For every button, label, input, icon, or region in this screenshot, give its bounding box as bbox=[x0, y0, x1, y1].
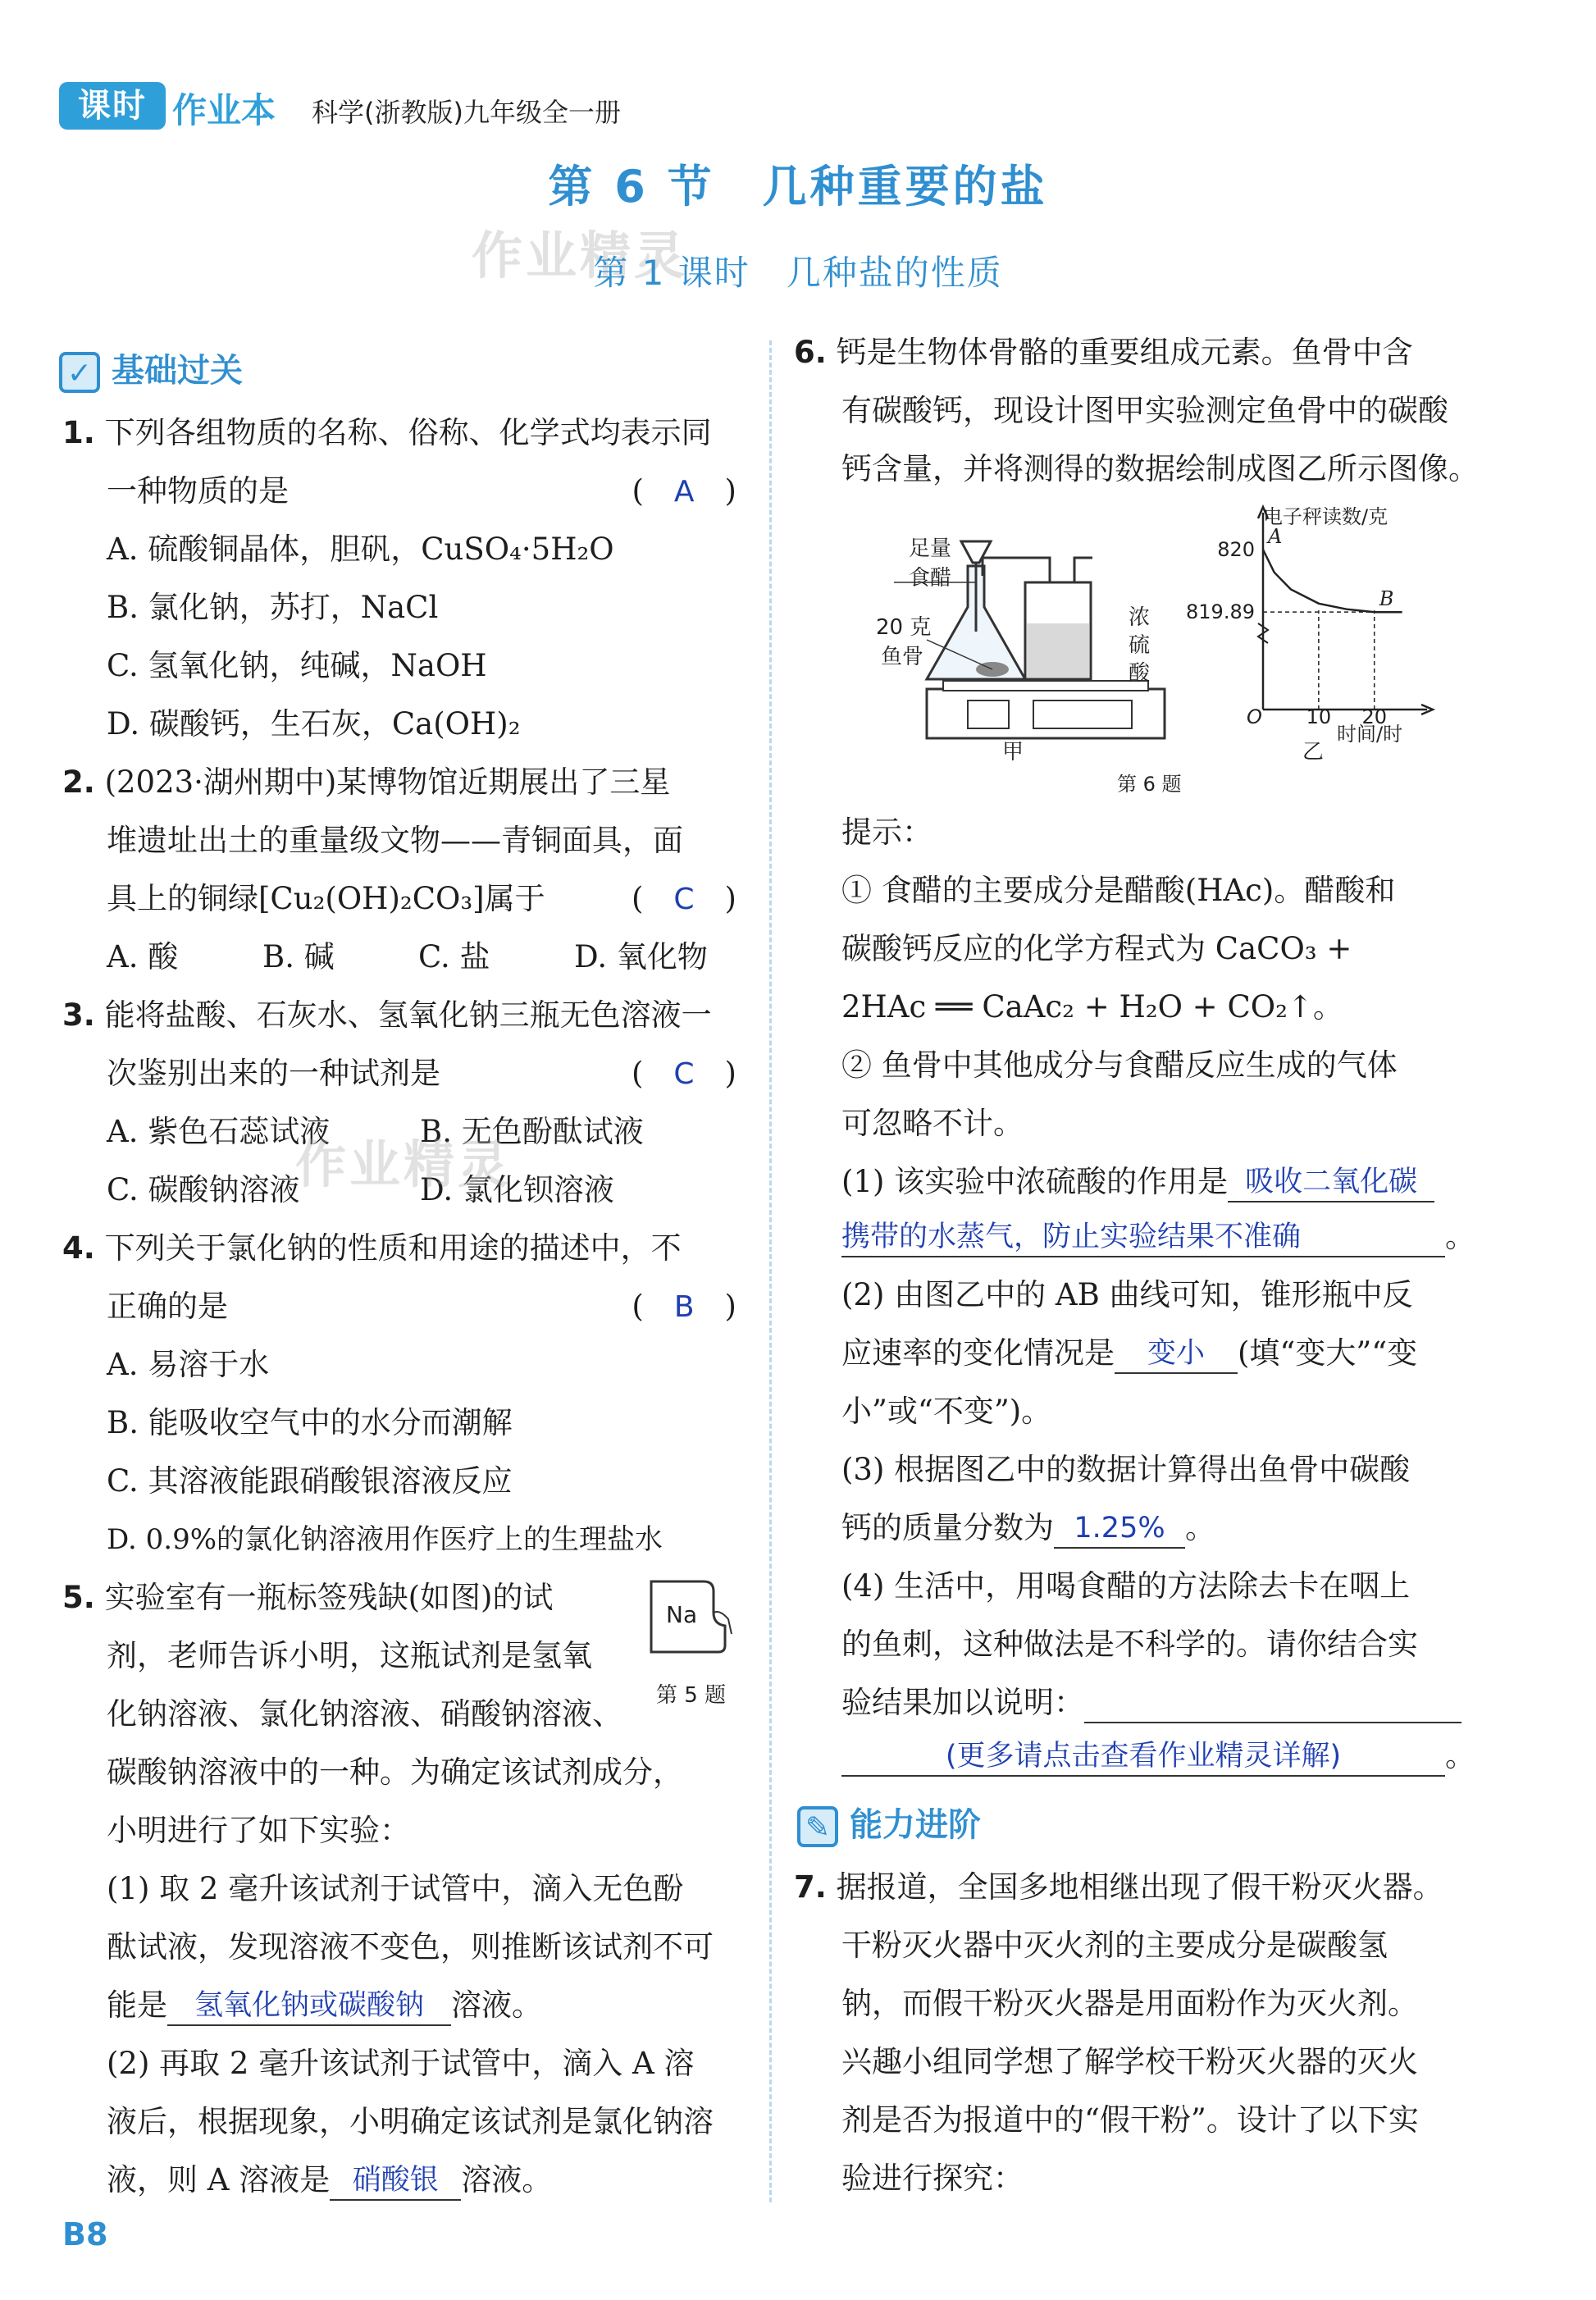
q6-sub2-post: (填“变大”“变 bbox=[1238, 1335, 1418, 1371]
q7-number: 7. bbox=[794, 1869, 827, 1905]
q5-answer-1: 氢氧化钠或碳酸钠 bbox=[167, 1987, 451, 2026]
fig-acid-2: 硫 bbox=[1129, 633, 1151, 658]
fig-label-yi: 乙 bbox=[1302, 740, 1325, 764]
brand-suffix: 作业本 bbox=[172, 90, 276, 130]
q4-option-d: D. 0.9%的氯化钠溶液用作医疗上的生理盐水 bbox=[107, 1523, 663, 1556]
scale-pan bbox=[943, 681, 1148, 691]
q3-stem2 bbox=[107, 1053, 736, 1094]
column-divider bbox=[769, 340, 772, 2202]
q6-sub1-end: 。 bbox=[1445, 1219, 1475, 1254]
q6-sub4-line4 bbox=[841, 1736, 1475, 1777]
pencil-icon: ✎ bbox=[797, 1806, 838, 1847]
chart-xtick-label: 10 bbox=[1306, 705, 1332, 728]
outlet-tube bbox=[1074, 558, 1092, 582]
q5-part1-post: 溶液。 bbox=[451, 1987, 542, 2023]
chart-xlabel: 时间/时 bbox=[1337, 723, 1403, 746]
q6-sub4-end: 。 bbox=[1445, 1738, 1475, 1773]
q5-label-figure bbox=[646, 1577, 738, 1657]
q4-answer-bracket: ( B ) bbox=[632, 1289, 736, 1324]
q3-number: 3. bbox=[62, 997, 95, 1033]
q7-text-line5: 剂是否为报道中的“假干粉”。设计了以下实 bbox=[841, 2102, 1419, 2138]
q6-hint-title: 提示： bbox=[841, 815, 933, 850]
q2-stem3 bbox=[107, 878, 736, 920]
q1-answer: A bbox=[673, 475, 695, 509]
q5-text-line2: 剂，老师告诉小明，这瓶试剂是氢氧 bbox=[107, 1638, 592, 1673]
q3-option-b: B. 无色酚酞试液 bbox=[420, 1114, 644, 1149]
q6-sub1-line2 bbox=[841, 1216, 1475, 1257]
q6-chart bbox=[1173, 500, 1443, 771]
q4-option-b: B. 能吸收空气中的水分而潮解 bbox=[107, 1405, 513, 1440]
chart-ytick-label: 820 bbox=[1217, 538, 1255, 561]
chart-ytick-label: 819.89 bbox=[1186, 600, 1255, 624]
q2-stem bbox=[62, 762, 670, 803]
q7-text-line4: 兴趣小组同学想了解学校干粉灭火器的灭火 bbox=[841, 2044, 1418, 2079]
q3-option-c: C. 碳酸钠溶液 bbox=[107, 1172, 300, 1207]
axis-break-icon bbox=[1258, 623, 1268, 643]
fig-vinegar-2: 食醋 bbox=[909, 566, 952, 591]
q1-answer-bracket: ( A ) bbox=[632, 473, 736, 509]
q2-option-a: A. 酸 bbox=[107, 939, 179, 974]
q1-stem bbox=[62, 413, 712, 454]
q6-text-line1: 钙是生物体骨骼的重要组成元素。鱼骨中含 bbox=[836, 335, 1413, 370]
q5-part2-post: 溶液。 bbox=[461, 2162, 553, 2197]
q6-answer-1b: 携带的水蒸气，防止实验结果不准确 bbox=[841, 1218, 1445, 1257]
q6-hint2-line2: 可忽略不计。 bbox=[841, 1106, 1024, 1141]
separatory-funnel bbox=[961, 541, 991, 563]
watermark-2: 作业精灵 bbox=[295, 1134, 513, 1194]
q1-stem2 bbox=[107, 471, 736, 512]
section-basic bbox=[59, 345, 243, 393]
page-number: B8 bbox=[62, 2216, 108, 2252]
q6-hint1-line1: ① 食醋的主要成分是醋酸(HAc)。醋酸和 bbox=[841, 873, 1396, 908]
chart-ylabel: 电子秤读数/克 bbox=[1263, 505, 1389, 528]
q3-stem bbox=[62, 995, 712, 1036]
q4-stem bbox=[62, 1228, 682, 1269]
sulfuric-acid-liquid bbox=[1027, 623, 1089, 678]
fig-bone-2: 鱼骨 bbox=[881, 645, 924, 669]
chart-xtick-label: 20 bbox=[1361, 705, 1387, 728]
q5-part1-line2: 酞试液，发现溶液不变色，则推断该试剂不可 bbox=[107, 1929, 714, 1965]
q4-option-c: C. 其溶液能跟硝酸银溶液反应 bbox=[107, 1463, 513, 1499]
q4-stem2 bbox=[107, 1286, 736, 1327]
brand-logo: 课时 bbox=[59, 82, 166, 130]
q6-text-line2: 有碳酸钙，现设计图甲实验测定鱼骨中的碳酸 bbox=[841, 393, 1448, 428]
q1-option-c: C. 氢氧化钠，纯碱，NaOH bbox=[107, 648, 487, 683]
q6-sub1-line1 bbox=[841, 1161, 1434, 1202]
q6-caption: 第 6 题 bbox=[1117, 773, 1182, 796]
q2-stem-line2: 堆遗址出土的重量级文物——青铜面具，面 bbox=[107, 823, 683, 858]
q3-option-a: A. 紫色石蕊试液 bbox=[107, 1114, 331, 1149]
watermark: 作业精灵 bbox=[472, 226, 689, 285]
chart-origin: O bbox=[1247, 705, 1262, 728]
q2-option-c: C. 盐 bbox=[418, 939, 490, 974]
section-advanced bbox=[797, 1799, 981, 1847]
q5-part1-line1: (1) 取 2 毫升该试剂于试管中，滴入无色酚 bbox=[107, 1871, 684, 1906]
section-advanced-label: 能力进阶 bbox=[850, 1806, 981, 1844]
q6-sub4-line3 bbox=[841, 1682, 1465, 1723]
q6-text-line3: 钙含量，并将测得的数据绘制成图乙所示图像。 bbox=[841, 451, 1479, 486]
fig-acid-3: 酸 bbox=[1129, 661, 1151, 686]
q2-option-d: D. 氧化物 bbox=[574, 939, 708, 974]
q6-hint1-line3: 2HAc ══ CaAc₂ + H₂O + CO₂↑。 bbox=[841, 989, 1343, 1025]
q2-stem-line1: (2023·湖州期中)某博物馆近期展出了三星 bbox=[104, 764, 671, 800]
q1-option-d: D. 碳酸钙，生石灰，Ca(OH)₂ bbox=[107, 706, 521, 742]
q6-hint1-line2: 碳酸钙反应的化学方程式为 CaCO₃ + bbox=[841, 931, 1352, 966]
q6-answer-2: 变小 bbox=[1115, 1335, 1238, 1374]
q3-answer-bracket: ( C ) bbox=[631, 1056, 736, 1091]
scale-keypad bbox=[1033, 700, 1132, 728]
q7-text-line6: 验进行探究： bbox=[841, 2161, 1024, 2196]
chart-point-a: A bbox=[1268, 525, 1283, 548]
checkmark-icon: ✓ bbox=[59, 352, 100, 393]
q6-answer-4[interactable]: (更多请点击查看作业精灵详解) bbox=[841, 1737, 1445, 1777]
q1-option-a: A. 硫酸铜晶体，胆矾，CuSO₄·5H₂O bbox=[107, 532, 614, 567]
q5-line1 bbox=[62, 1577, 553, 1618]
q6-sub2-line2 bbox=[841, 1333, 1417, 1374]
scale-display bbox=[968, 700, 1009, 728]
fig-vinegar-1: 足量 bbox=[909, 536, 952, 561]
q4-stem-line1: 下列关于氯化钠的性质和用途的描述中，不 bbox=[104, 1230, 682, 1266]
book-title: 科学(浙教版)九年级全一册 bbox=[312, 97, 621, 128]
q5-part2-line3 bbox=[107, 2160, 552, 2201]
q2-number: 2. bbox=[62, 764, 95, 800]
q2-answer-bracket: ( C ) bbox=[631, 881, 736, 916]
q2-answer: C bbox=[673, 883, 695, 916]
q5-text-line3: 化钠溶液、氯化钠溶液、硝酸钠溶液、 bbox=[107, 1696, 622, 1732]
q7-text-line1: 据报道，全国多地相继出现了假干粉灭火器。 bbox=[836, 1869, 1443, 1905]
q5-answer-2: 硝酸银 bbox=[330, 2161, 461, 2201]
q5-part2-line1: (2) 再取 2 毫升该试剂于试管中，滴入 A 溶 bbox=[107, 2046, 695, 2081]
q6-sub2-line3: 小”或“不变”)。 bbox=[841, 1394, 1052, 1429]
q4-number: 4. bbox=[62, 1230, 95, 1266]
q6-sub1-pre: (1) 该实验中浓硫酸的作用是 bbox=[841, 1164, 1229, 1199]
q6-number: 6. bbox=[794, 335, 827, 370]
q3-stem-line1: 能将盐酸、石灰水、氢氧化钠三瓶无色溶液一 bbox=[104, 997, 712, 1033]
q6-sub3-post: 。 bbox=[1185, 1510, 1215, 1545]
q2-option-b: B. 碱 bbox=[262, 939, 335, 974]
q5-part2-pre: 液，则 A 溶液是 bbox=[107, 2162, 331, 2197]
q3-answer: C bbox=[673, 1057, 695, 1091]
q7-line1 bbox=[794, 1867, 1443, 1908]
q1-number: 1. bbox=[62, 415, 95, 450]
q2-stem-line3: 具上的铜绿[Cu₂(OH)₂CO₃]属于 bbox=[107, 881, 545, 916]
q4-answer: B bbox=[673, 1290, 695, 1324]
fig-label-jia: 甲 bbox=[1002, 740, 1024, 764]
q3-stem-line2: 次鉴别出来的一种试剂是 bbox=[107, 1056, 440, 1091]
q1-stem-line1: 下列各组物质的名称、俗称、化学式均表示同 bbox=[104, 415, 712, 450]
q5-part1-line3 bbox=[107, 1985, 542, 2026]
fig-bone-1: 20 克 bbox=[876, 615, 932, 640]
q1-option-b: B. 氯化钠，苏打，NaCl bbox=[107, 590, 439, 625]
q5-part1-pre: 能是 bbox=[107, 1987, 167, 2023]
q1-stem-line2: 一种物质的是 bbox=[107, 473, 289, 509]
q5-text-line5: 小明进行了如下实验： bbox=[107, 1813, 410, 1848]
lesson-title: 第 1 课时 几种盐的性质 bbox=[593, 253, 1003, 293]
q6-sub4-line2: 的鱼刺，这种做法是不科学的。请你结合实 bbox=[841, 1627, 1418, 1662]
q6-sub2-line1: (2) 由图乙中的 AB 曲线可知，锥形瓶中反 bbox=[841, 1277, 1413, 1312]
section-title: 第 6 节 几种重要的盐 bbox=[548, 161, 1048, 212]
chart-point-b: B bbox=[1379, 587, 1394, 611]
q4-stem-line2: 正确的是 bbox=[107, 1289, 228, 1324]
fig-acid-1: 浓 bbox=[1129, 605, 1151, 630]
q3-option-d: D. 氯化钡溶液 bbox=[420, 1172, 614, 1207]
q5-number: 5. bbox=[62, 1580, 95, 1615]
section-basic-label: 基础过关 bbox=[112, 352, 243, 390]
q7-text-line3: 钠，而假干粉灭火器是用面粉作为灭火剂。 bbox=[841, 1986, 1418, 2021]
q6-sub4-line1: (4) 生活中，用喝食醋的方法除去卡在咽上 bbox=[841, 1568, 1411, 1604]
q6-sub3-pre: 钙的质量分数为 bbox=[841, 1510, 1054, 1545]
q6-sub2-pre: 应速率的变化情况是 bbox=[841, 1335, 1115, 1371]
q7-text-line2: 干粉灭火器中灭火剂的主要成分是碳酸氢 bbox=[841, 1928, 1388, 1963]
q6-sub4-pre: 验结果加以说明： bbox=[841, 1685, 1084, 1720]
q5-caption: 第 5 题 bbox=[656, 1683, 727, 1708]
q6-sub3-line2 bbox=[841, 1508, 1215, 1549]
q5-part2-line2: 液后，根据现象，小明确定该试剂是氯化钠溶 bbox=[107, 2104, 714, 2139]
q6-line1 bbox=[794, 332, 1413, 373]
q6-hint2-line1: ② 鱼骨中其他成分与食醋反应生成的气体 bbox=[841, 1047, 1398, 1083]
q4-option-a: A. 易溶于水 bbox=[107, 1347, 270, 1382]
q6-sub3-line1: (3) 根据图乙中的数据计算得出鱼骨中碳酸 bbox=[841, 1452, 1411, 1487]
q5-text-line4: 碳酸钠溶液中的一种。为确定该试剂成分， bbox=[107, 1755, 683, 1790]
label-na-text: Na bbox=[666, 1601, 698, 1628]
q6-answer-1a: 吸收二氧化碳 bbox=[1228, 1163, 1434, 1202]
q5-text-line1: 实验室有一瓶标签残缺(如图)的试 bbox=[104, 1580, 554, 1615]
q6-answer-3: 1.25% bbox=[1054, 1509, 1185, 1549]
q6-sub4-blank bbox=[1084, 1722, 1461, 1723]
